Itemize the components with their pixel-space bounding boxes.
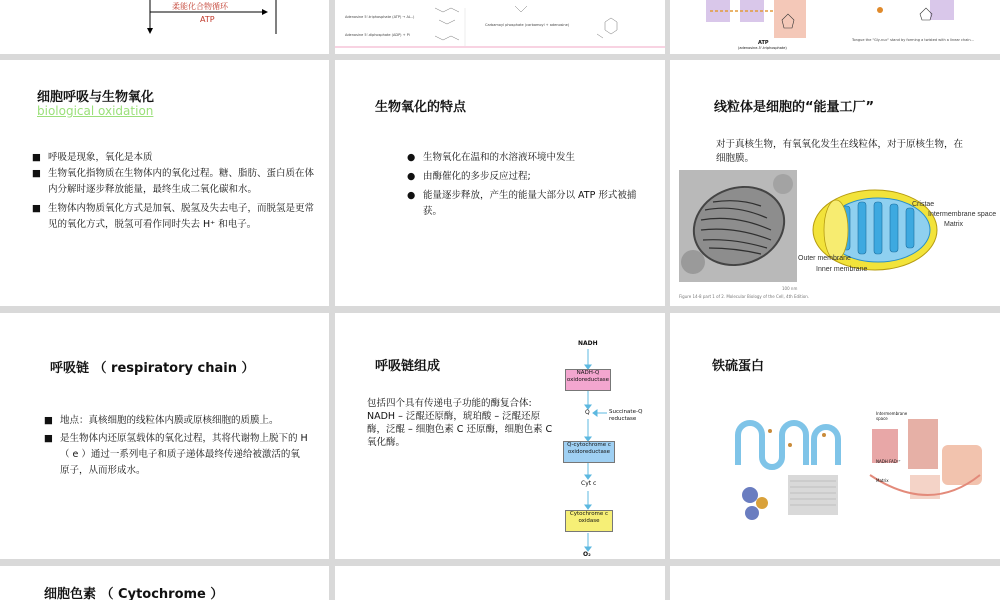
chain-cytc: Cyt c (581, 480, 597, 487)
cycle-arrows (0, 0, 329, 54)
list-item: ● 能量逐步释放，产生的能量大部分以 ATP 形式被捕获。 (407, 190, 637, 217)
slide-energy-cycle (0, 0, 329, 54)
chain-q: Q (585, 409, 590, 416)
mito-micrograph (679, 170, 797, 282)
dot-bullet-icon: ● (407, 171, 416, 182)
slide-phosphate-table (335, 0, 665, 54)
slide-cytochrome (0, 566, 329, 600)
cycle-label-top: 柔能化合物循环 (172, 2, 228, 11)
slide-title: 呼吸链组成 (375, 359, 441, 374)
atp-label: ATP (758, 40, 769, 46)
dot-bullet-icon: ● (407, 190, 416, 201)
fes-label-a: Intermembrane space (876, 411, 908, 421)
slide-respiratory-chain (0, 313, 329, 559)
figure-caption: Figure 14-8 part 1 of 2. Molecular Biology of the Cell, 4th Edition. (679, 294, 810, 299)
table-text-b: Adenosine 5'-diphosphate (ADP) + Pi (345, 33, 410, 37)
slide-oxidation-features (335, 60, 665, 306)
chain-box-cyt-oxidase: Cytochrome c oxidase (565, 510, 613, 532)
slide-title: 线粒体是细胞的“能量工厂” (714, 100, 875, 115)
chain-succinate: Succinate-Q reductase (609, 409, 643, 422)
chain-flow-arrows (335, 313, 665, 559)
components-text: 包括四个具有传递电子功能的酶复合体: NADH – 泛醌还原酶，琥珀酸 – 泛醌还原酶，泛醌 – 细胞色素 C 还原酶，细胞色素 C 氧化酶。 (367, 398, 553, 448)
slide-chain-components (335, 313, 665, 559)
square-bullet-icon: ■ (44, 433, 53, 444)
label-outer-membrane: Outer membrane (798, 255, 851, 262)
list-item: ■ 生物氧化指物质在生物体内的氧化过程。糖、脂肪、蛋白质在体内分解时逐步释放能量，最终生成二氧化碳和水。 (32, 168, 315, 195)
bullet-list (407, 150, 639, 220)
list-item: ■ 是生物体内还原氢载体的氧化过程，其将代谢物上脱下的 H （ e ）通过一系列电子和质子递体最终传递给被激活的氧原子，从而形成水。 (44, 433, 308, 476)
list-item: ■ 生物体内物质氧化方式是加氧、脱氢及失去电子，而脱氢是更常见的氧化方式，脱氢可看作同时失去 H⁺ 和电子。 (32, 203, 315, 230)
square-bullet-icon: ■ (32, 203, 41, 214)
table-text-a: Adenosine 5'-triphosphate (ATP) → AL..) (345, 15, 415, 19)
bullet-list (44, 413, 309, 479)
slide-title: 细胞色素 （ Cytochrome ） (44, 587, 224, 600)
list-item: ■ 呼吸是现象，氧化是本质 (32, 150, 314, 166)
fes-label-c: NADH FAD²⁺ (876, 459, 901, 464)
slide-cell-respiration (0, 60, 329, 306)
square-bullet-icon: ■ (44, 415, 53, 426)
fes-label-b: Matrix (876, 478, 889, 483)
slide-partial (670, 566, 1000, 600)
label-inner-membrane: Inner membrane (816, 266, 868, 273)
chain-nadh: NADH (578, 340, 598, 347)
chain-o2: O₂ (583, 551, 591, 558)
mito-diagram (810, 178, 950, 278)
slide-title: 铁硫蛋白 (712, 359, 765, 374)
label-cristae: Cristae (912, 201, 935, 208)
chain-box-q-cyt: Q-cytochrome c oxidoreductase (563, 441, 615, 463)
list-item: ● 生物氧化在温和的水溶液环境中发生 (407, 150, 639, 166)
label-intermembrane: Intermembrane space (928, 211, 997, 218)
phosphate-structures (335, 0, 665, 54)
label-matrix: Matrix (944, 221, 964, 228)
cycle-label-atp: ATP (200, 15, 215, 24)
slide-mitochondria (670, 60, 1000, 306)
scale-bar-label: 100 nm (782, 286, 798, 291)
chain-box-nadh-q: NADH-Q oxidoreductase (565, 369, 611, 391)
list-item: ● 由酶催化的多步反应过程; (407, 169, 639, 185)
list-item: ■ 地点：真核细胞的线粒体内膜或原核细胞的质膜上。 (44, 413, 309, 429)
dot-bullet-icon: ● (407, 152, 416, 163)
slide-title: 生物氧化的特点 (375, 100, 467, 115)
square-bullet-icon: ■ (32, 168, 41, 179)
slide-title: 呼吸链 （ respiratory chain ） (50, 361, 255, 376)
slide-blank (335, 566, 665, 600)
atp-sublabel: (adenosine-5'-triphosphate) (738, 46, 787, 50)
iron-sulfur-figure (730, 405, 1000, 535)
slide-iron-sulfur (670, 313, 1000, 559)
bullet-list (32, 150, 314, 233)
atp-structure-diagram (670, 0, 1000, 54)
slide-title: 细胞呼吸与生物氧化 (37, 90, 155, 105)
slide-subtitle[interactable]: biological oxidation (37, 104, 154, 118)
table-text-c: Carbamoyl phosphate (carbamoyl + adenosine) (485, 23, 570, 27)
atp-note: Tongue the "Gly-nuc" stand by forming a twisted with a linear chain... (852, 38, 974, 42)
square-bullet-icon: ■ (32, 152, 41, 163)
slide-atp-structure (670, 0, 1000, 54)
mito-text: 对于真核生物，有氧氧化发生在线粒体，对于原核生物，在细胞膜。 (716, 139, 964, 164)
